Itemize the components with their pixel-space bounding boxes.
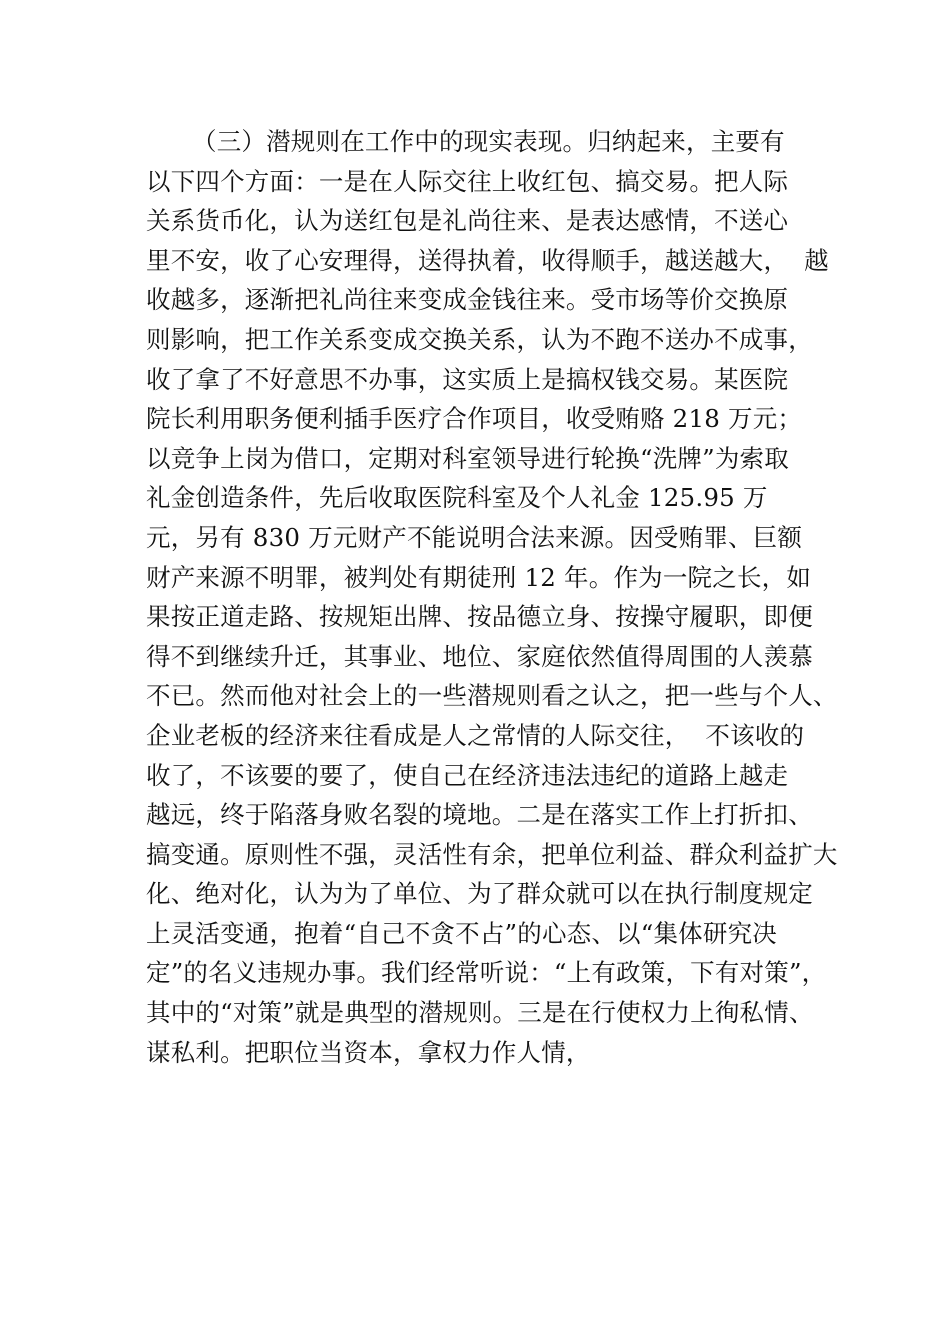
paragraph-line: 元，另有 830 万元财产不能说明合法来源。因受贿罪、巨额	[146, 522, 803, 552]
paragraph-line: （三）潜规则在工作中的现实表现。归纳起来，主要有	[192, 127, 785, 156]
paragraph-line: 其中的“对策”就是典型的潜规则。三是在行使权力上徇私情、	[146, 998, 814, 1028]
paragraph-line: 得不到继续升迁，其事业、地位、家庭依然值得周围的人羡慕	[146, 641, 813, 671]
paragraph-line: 化、绝对化，认为为了单位、为了群众就可以在执行制度规定	[146, 879, 813, 909]
paragraph-line: 上灵活变通，抱着“自己不贪不占”的心态、以“集体研究决	[146, 918, 777, 948]
paragraph-line: 以竞争上岗为借口，定期对科室领导进行轮换“洗牌”为索取	[146, 443, 789, 473]
paragraph-line: 企业老板的经济来往看成是人之常情的人际交往， 不该收的	[146, 720, 805, 750]
paragraph-line: 越远，终于陷落身败名裂的境地。二是在落实工作上打折扣、	[146, 800, 813, 830]
paragraph-line: 院长利用职务便利插手医疗合作项目，收受贿赂 218 万元；	[146, 404, 803, 434]
paragraph-line: 果按正道走路、按规矩出牌、按品德立身、按操守履职，即便	[146, 602, 813, 632]
paragraph-line: 关系货币化，认为送红包是礼尚往来、是表达感情，不送心	[146, 206, 789, 236]
paragraph-line: 收了，不该要的要了，使自己在经济违法违纪的道路上越走	[146, 760, 789, 790]
paragraph-line: 收了拿了不好意思不办事，这实质上是搞权钱交易。某医院	[146, 364, 789, 394]
paragraph-line: 不已。然而他对社会上的一些潜规则看之认之，把一些与个人、	[146, 681, 838, 711]
paragraph-line: 收越多，逐渐把礼尚往来变成金钱往来。受市场等价交换原	[146, 285, 789, 315]
paragraph-line: 财产来源不明罪，被判处有期徒刑 12 年。作为一院之长，如	[146, 562, 812, 592]
paragraph-line: 搞变通。原则性不强，灵活性有余，把单位利益、群众利益扩大	[146, 839, 838, 869]
paragraph-line: 谋私利。把职位当资本，拿权力作人情，	[146, 1037, 591, 1067]
paragraph-line: 以下四个方面：一是在人际交往上收红包、搞交易。把人际	[146, 166, 789, 196]
paragraph-line: 定”的名义违规办事。我们经常听说：“上有政策，下有对策”，	[146, 958, 827, 988]
body-paragraph	[146, 122, 846, 1072]
paragraph-line: 礼金创造条件，先后收取医院科室及个人礼金 125.95 万	[146, 483, 768, 513]
paragraph-line: 里不安，收了心安理得，送得执着，收得顺手，越送越大， 越	[146, 245, 829, 275]
paragraph-line: 则影响，把工作关系变成交换关系，认为不跑不送办不成事，	[146, 324, 813, 354]
